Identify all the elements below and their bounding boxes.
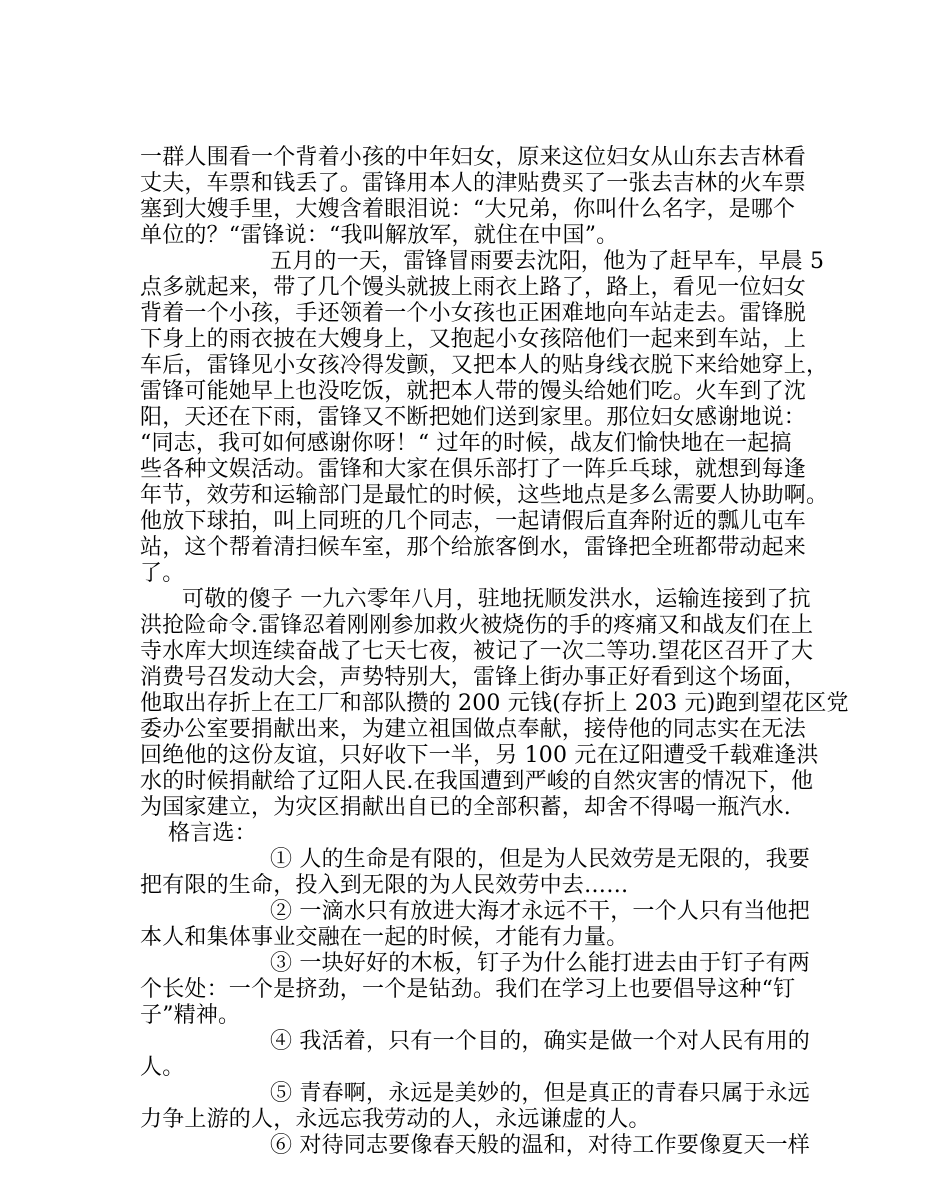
text-line: 洪抢险命令.雷锋忍着刚刚参加救火被烧伤的手的疼痛又和战友们在上 [140,613,814,638]
text-line: 年节，效劳和运输部门是最忙的时候，这些地点是多么需要人协助啊。 [140,483,829,508]
text-line: 他放下球拍，叫上同班的几个同志，一起请假后直奔附近的瓢儿屯车 [140,509,807,534]
text-line: 消费号召发动大会，声势特别大，雷锋上街办事正好看到这个场面， [140,665,807,690]
text-line: ⑥ 对待同志要像春天般的温和，对待工作要像夏天一样 [270,1133,810,1158]
text-line: 雷锋可能她早上也没吃饭，就把本人带的馒头给她们吃。火车到了沈 [140,379,807,404]
text-line: 把有限的生命，投入到无限的为人民效劳中去…… [140,873,629,898]
text-line: 格言选： [168,821,257,846]
text-line: 个长处：一个是挤劲，一个是钻劲。我们在学习上也要倡导这种“钉 [140,977,796,1002]
text-line: “同志，我可如何感谢你呀！“ 过年的时候，战友们愉快地在一起搞 [140,431,792,456]
text-line: 背着一个小孩，手还领着一个小女孩也正困难地向车站走去。雷锋脱 [140,301,807,326]
text-line: 下身上的雨衣披在大嫂身上，又抱起小女孩陪他们一起来到车站，上 [140,327,807,352]
text-line: ① 人的生命是有限的，但是为人民效劳是无限的，我要 [270,847,810,872]
text-line: 力争上游的人，永远忘我劳动的人，永远谦虚的人。 [140,1107,651,1132]
text-line: 塞到大嫂手里，大嫂含着眼泪说：“大兄弟，你叫什么名字，是哪个 [140,197,796,222]
text-line: ④ 我活着，只有一个目的，确实是做一个对人民有用的 [270,1029,810,1054]
text-line: ③ 一块好好的木板，钉子为什么能打进去由于钉子有两 [270,951,810,976]
text-line: 一群人围看一个背着小孩的中年妇女，原来这位妇女从山东去吉林看 [140,145,807,170]
text-line: 回绝他的这份友谊，只好收下一半，另 100 元在辽阳遭受千载难逢洪 [140,743,819,768]
text-line: 可敬的傻子 一九六零年八月，驻地抚顺发洪水，运输连接到了抗 [182,587,811,612]
text-line: 委办公室要捐献出来，为建立祖国做点奉献，接侍他的同志实在无法 [140,717,807,742]
text-line: 些各种文娱活动。雷锋和大家在俱乐部打了一阵乒乓球，就想到每逢 [140,457,807,482]
text-line: 水的时候捐献给了辽阳人民.在我国遭到严峻的自然灾害的情况下，他 [140,769,814,794]
text-line: 寺水库大坝连续奋战了七天七夜，被记了一次二等功.望花区召开了大 [140,639,814,664]
text-line: 点多就起来，带了几个馒头就披上雨衣上路了，路上，看见一位妇女 [140,275,807,300]
body-text [140,145,849,1159]
text-line: 了。 [140,561,185,586]
text-line: 阳，天还在下雨，雷锋又不断把她们送到家里。那位妇女感谢地说： [140,405,807,430]
text-line: ⑤ 青春啊，永远是美妙的，但是真正的青春只属于永远 [270,1081,810,1106]
text-line: 人。 [140,1055,185,1080]
text-line: 车后，雷锋见小女孩冷得发颤，又把本人的贴身线衣脱下来给她穿上， [140,353,829,378]
text-line: 站，这个帮着清扫候车室，那个给旅客倒水，雷锋把全班都带动起来 [140,535,807,560]
text-line: 为国家建立，为灾区捐献出自已的全部积蓄，却舍不得喝一瓶汽水. [140,795,791,820]
text-line: 他取出存折上在工厂和部队攒的 200 元钱(存折上 203 元)跑到望花区党 [140,691,849,716]
text-line: 单位的？“雷锋说：“我叫解放军，就住在中国”。 [140,223,619,248]
text-line: ② 一滴水只有放进大海才永远不干，一个人只有当他把 [270,899,810,924]
text-line: 五月的一天，雷锋冒雨要去沈阳，他为了赶早车，早晨 5 [270,249,825,274]
text-line: 子”精神。 [140,1003,241,1028]
text-line: 丈夫，车票和钱丢了。雷锋用本人的津贴费买了一张去吉林的火车票 [140,171,807,196]
text-line: 本人和集体事业交融在一起的时候，才能有力量。 [140,925,629,950]
